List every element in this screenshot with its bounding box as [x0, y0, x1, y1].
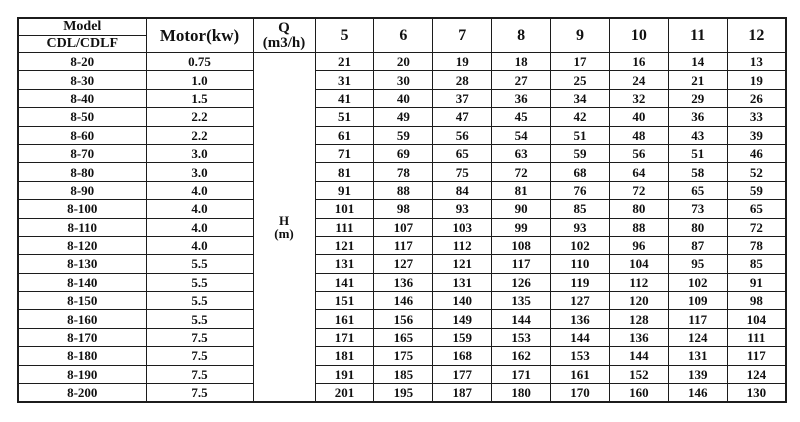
table-row — [18, 89, 786, 107]
motor-cell: 0.75 — [146, 53, 253, 71]
table-row — [18, 53, 786, 71]
head-value-cell: 136 — [609, 328, 668, 346]
head-value-cell: 168 — [433, 347, 492, 365]
head-value-cell: 59 — [727, 181, 786, 199]
head-value-cell: 112 — [433, 236, 492, 254]
table-header — [18, 18, 786, 53]
head-value-cell: 65 — [433, 144, 492, 162]
model-cell: 8-150 — [18, 292, 146, 310]
head-value-cell: 98 — [374, 200, 433, 218]
head-value-cell: 68 — [551, 163, 610, 181]
head-value-cell: 185 — [374, 365, 433, 383]
head-value-cell: 131 — [315, 255, 374, 273]
head-value-cell: 43 — [668, 126, 727, 144]
table-row — [18, 144, 786, 162]
header-flow-col-12: 12 — [727, 18, 786, 53]
head-value-cell: 144 — [551, 328, 610, 346]
motor-cell: 7.5 — [146, 365, 253, 383]
head-value-cell: 45 — [492, 108, 551, 126]
model-cell: 8-110 — [18, 218, 146, 236]
head-value-cell: 72 — [727, 218, 786, 236]
model-cell: 8-170 — [18, 328, 146, 346]
model-cell: 8-140 — [18, 273, 146, 291]
head-value-cell: 117 — [374, 236, 433, 254]
model-cell: 8-130 — [18, 255, 146, 273]
head-value-cell: 171 — [492, 365, 551, 383]
head-value-cell: 63 — [492, 144, 551, 162]
head-value-cell: 111 — [727, 328, 786, 346]
head-value-cell: 120 — [609, 292, 668, 310]
head-value-cell: 160 — [609, 384, 668, 403]
table-row — [18, 328, 786, 346]
head-value-cell: 49 — [374, 108, 433, 126]
head-value-cell: 131 — [668, 347, 727, 365]
model-cell: 8-20 — [18, 53, 146, 71]
header-flow-col-7: 7 — [433, 18, 492, 53]
head-value-cell: 26 — [727, 89, 786, 107]
head-value-cell: 33 — [727, 108, 786, 126]
head-value-cell: 165 — [374, 328, 433, 346]
head-value-cell: 98 — [727, 292, 786, 310]
head-value-cell: 80 — [609, 200, 668, 218]
head-value-cell: 121 — [315, 236, 374, 254]
head-value-cell: 111 — [315, 218, 374, 236]
head-value-cell: 108 — [492, 236, 551, 254]
table-row — [18, 71, 786, 89]
model-cell: 8-30 — [18, 71, 146, 89]
table-row — [18, 273, 786, 291]
head-value-cell: 121 — [433, 255, 492, 273]
model-cell: 8-100 — [18, 200, 146, 218]
head-value-cell: 146 — [374, 292, 433, 310]
head-value-cell: 103 — [433, 218, 492, 236]
head-unit-line2: (m) — [274, 226, 294, 242]
head-value-cell: 187 — [433, 384, 492, 403]
head-value-cell: 85 — [727, 255, 786, 273]
model-cell: 8-80 — [18, 163, 146, 181]
head-value-cell: 51 — [668, 144, 727, 162]
motor-cell: 5.5 — [146, 292, 253, 310]
model-cell: 8-50 — [18, 108, 146, 126]
head-value-cell: 117 — [492, 255, 551, 273]
head-value-cell: 76 — [551, 181, 610, 199]
header-flow-col-8: 8 — [492, 18, 551, 53]
head-value-cell: 59 — [374, 126, 433, 144]
head-value-cell: 36 — [492, 89, 551, 107]
motor-cell: 1.5 — [146, 89, 253, 107]
head-value-cell: 78 — [374, 163, 433, 181]
head-value-cell: 93 — [433, 200, 492, 218]
head-value-cell: 56 — [609, 144, 668, 162]
head-value-cell: 191 — [315, 365, 374, 383]
model-cell: 8-200 — [18, 384, 146, 403]
header-motor: Motor(kw) — [146, 18, 253, 53]
head-value-cell: 39 — [727, 126, 786, 144]
head-value-cell: 117 — [727, 347, 786, 365]
motor-cell: 2.2 — [146, 108, 253, 126]
head-value-cell: 104 — [609, 255, 668, 273]
head-value-cell: 47 — [433, 108, 492, 126]
head-value-cell: 161 — [551, 365, 610, 383]
table-row — [18, 163, 786, 181]
motor-cell: 7.5 — [146, 328, 253, 346]
header-flow-col-11: 11 — [668, 18, 727, 53]
table-row — [18, 347, 786, 365]
head-value-cell: 88 — [609, 218, 668, 236]
head-value-cell: 16 — [609, 53, 668, 71]
head-value-cell: 159 — [433, 328, 492, 346]
motor-cell: 5.5 — [146, 310, 253, 328]
table-row — [18, 181, 786, 199]
motor-cell: 5.5 — [146, 273, 253, 291]
model-cell: 8-70 — [18, 144, 146, 162]
head-value-cell: 65 — [668, 181, 727, 199]
head-value-cell: 126 — [492, 273, 551, 291]
head-value-cell: 109 — [668, 292, 727, 310]
head-value-cell: 153 — [492, 328, 551, 346]
head-value-cell: 69 — [374, 144, 433, 162]
head-value-cell: 75 — [433, 163, 492, 181]
motor-cell: 4.0 — [146, 218, 253, 236]
head-value-cell: 95 — [668, 255, 727, 273]
head-value-cell: 48 — [609, 126, 668, 144]
head-value-cell: 40 — [609, 108, 668, 126]
head-value-cell: 72 — [492, 163, 551, 181]
head-value-cell: 124 — [668, 328, 727, 346]
head-value-cell: 119 — [551, 273, 610, 291]
table-row — [18, 310, 786, 328]
head-value-cell: 17 — [551, 53, 610, 71]
head-unit-line1: H — [278, 213, 290, 229]
table-row — [18, 365, 786, 383]
head-value-cell: 102 — [551, 236, 610, 254]
table-row — [18, 255, 786, 273]
table-row — [18, 292, 786, 310]
head-value-cell: 42 — [551, 108, 610, 126]
head-value-cell: 31 — [315, 71, 374, 89]
head-value-cell: 29 — [668, 89, 727, 107]
head-value-cell: 130 — [727, 384, 786, 403]
head-value-cell: 85 — [551, 200, 610, 218]
head-value-cell: 30 — [374, 71, 433, 89]
head-value-cell: 131 — [433, 273, 492, 291]
motor-cell: 3.0 — [146, 144, 253, 162]
head-value-cell: 46 — [727, 144, 786, 162]
head-value-cell: 80 — [668, 218, 727, 236]
head-value-cell: 21 — [668, 71, 727, 89]
head-value-cell: 140 — [433, 292, 492, 310]
head-value-cell: 81 — [492, 181, 551, 199]
head-value-cell: 88 — [374, 181, 433, 199]
head-value-cell: 54 — [492, 126, 551, 144]
head-value-cell: 81 — [315, 163, 374, 181]
head-value-cell: 40 — [374, 89, 433, 107]
motor-cell: 2.2 — [146, 126, 253, 144]
head-value-cell: 102 — [668, 273, 727, 291]
head-value-cell: 128 — [609, 310, 668, 328]
model-cell: 8-120 — [18, 236, 146, 254]
head-value-cell: 20 — [374, 53, 433, 71]
head-value-cell: 112 — [609, 273, 668, 291]
model-cell: 8-60 — [18, 126, 146, 144]
header-flow-unit — [253, 18, 315, 53]
head-value-cell: 59 — [551, 144, 610, 162]
head-value-cell: 64 — [609, 163, 668, 181]
head-value-cell: 51 — [551, 126, 610, 144]
motor-cell: 4.0 — [146, 236, 253, 254]
motor-cell: 3.0 — [146, 163, 253, 181]
head-value-cell: 27 — [492, 71, 551, 89]
head-value-cell: 78 — [727, 236, 786, 254]
head-value-cell: 25 — [551, 71, 610, 89]
head-value-cell: 84 — [433, 181, 492, 199]
head-value-cell: 93 — [551, 218, 610, 236]
head-value-cell: 36 — [668, 108, 727, 126]
q-label: Q — [278, 20, 290, 37]
head-value-cell: 171 — [315, 328, 374, 346]
head-value-cell: 18 — [492, 53, 551, 71]
head-value-cell: 37 — [433, 89, 492, 107]
table-row — [18, 236, 786, 254]
head-value-cell: 110 — [551, 255, 610, 273]
header-flow-col-10: 10 — [609, 18, 668, 53]
head-value-cell: 14 — [668, 53, 727, 71]
head-value-cell: 96 — [609, 236, 668, 254]
head-value-cell: 162 — [492, 347, 551, 365]
head-value-cell: 180 — [492, 384, 551, 403]
head-value-cell: 28 — [433, 71, 492, 89]
motor-cell: 4.0 — [146, 200, 253, 218]
head-value-cell: 24 — [609, 71, 668, 89]
motor-cell: 1.0 — [146, 71, 253, 89]
head-value-cell: 91 — [727, 273, 786, 291]
head-value-cell: 99 — [492, 218, 551, 236]
header-flow-col-5: 5 — [315, 18, 374, 53]
head-value-cell: 195 — [374, 384, 433, 403]
head-value-cell: 73 — [668, 200, 727, 218]
table-row — [18, 126, 786, 144]
header-model: Model — [18, 18, 146, 36]
head-value-cell: 56 — [433, 126, 492, 144]
head-value-cell: 136 — [374, 273, 433, 291]
head-value-cell: 127 — [551, 292, 610, 310]
head-value-cell: 58 — [668, 163, 727, 181]
model-cell: 8-190 — [18, 365, 146, 383]
head-value-cell: 61 — [315, 126, 374, 144]
q-unit-label: (m3/h) — [262, 34, 306, 51]
header-flow-col-9: 9 — [551, 18, 610, 53]
head-value-cell: 144 — [492, 310, 551, 328]
head-value-cell: 72 — [609, 181, 668, 199]
model-cell: 8-90 — [18, 181, 146, 199]
head-value-cell: 161 — [315, 310, 374, 328]
head-value-cell: 124 — [727, 365, 786, 383]
header-model-series: CDL/CDLF — [18, 36, 146, 53]
header-flow-col-6: 6 — [374, 18, 433, 53]
motor-cell: 7.5 — [146, 384, 253, 403]
head-value-cell: 87 — [668, 236, 727, 254]
model-cell: 8-160 — [18, 310, 146, 328]
table-row — [18, 200, 786, 218]
table-row — [18, 218, 786, 236]
head-unit-cell — [253, 53, 315, 403]
head-value-cell: 127 — [374, 255, 433, 273]
table-body — [18, 53, 786, 403]
head-value-cell: 51 — [315, 108, 374, 126]
head-value-cell: 19 — [727, 71, 786, 89]
pump-spec-table — [17, 17, 787, 403]
head-value-cell: 152 — [609, 365, 668, 383]
table-row — [18, 108, 786, 126]
head-value-cell: 34 — [551, 89, 610, 107]
head-value-cell: 146 — [668, 384, 727, 403]
head-value-cell: 101 — [315, 200, 374, 218]
head-value-cell: 19 — [433, 53, 492, 71]
head-value-cell: 52 — [727, 163, 786, 181]
table-row — [18, 384, 786, 403]
model-cell: 8-40 — [18, 89, 146, 107]
head-value-cell: 71 — [315, 144, 374, 162]
head-value-cell: 201 — [315, 384, 374, 403]
head-value-cell: 91 — [315, 181, 374, 199]
head-value-cell: 136 — [551, 310, 610, 328]
head-value-cell: 135 — [492, 292, 551, 310]
head-value-cell: 107 — [374, 218, 433, 236]
head-value-cell: 13 — [727, 53, 786, 71]
head-value-cell: 139 — [668, 365, 727, 383]
head-value-cell: 153 — [551, 347, 610, 365]
head-value-cell: 32 — [609, 89, 668, 107]
header-row-1 — [18, 18, 786, 36]
head-value-cell: 181 — [315, 347, 374, 365]
head-value-cell: 149 — [433, 310, 492, 328]
head-value-cell: 175 — [374, 347, 433, 365]
head-value-cell: 144 — [609, 347, 668, 365]
head-value-cell: 65 — [727, 200, 786, 218]
motor-cell: 4.0 — [146, 181, 253, 199]
head-value-cell: 151 — [315, 292, 374, 310]
head-value-cell: 170 — [551, 384, 610, 403]
head-value-cell: 141 — [315, 273, 374, 291]
head-value-cell: 21 — [315, 53, 374, 71]
head-value-cell: 156 — [374, 310, 433, 328]
motor-cell: 5.5 — [146, 255, 253, 273]
head-value-cell: 117 — [668, 310, 727, 328]
motor-cell: 7.5 — [146, 347, 253, 365]
model-cell: 8-180 — [18, 347, 146, 365]
head-value-cell: 90 — [492, 200, 551, 218]
head-value-cell: 41 — [315, 89, 374, 107]
head-value-cell: 104 — [727, 310, 786, 328]
head-value-cell: 177 — [433, 365, 492, 383]
